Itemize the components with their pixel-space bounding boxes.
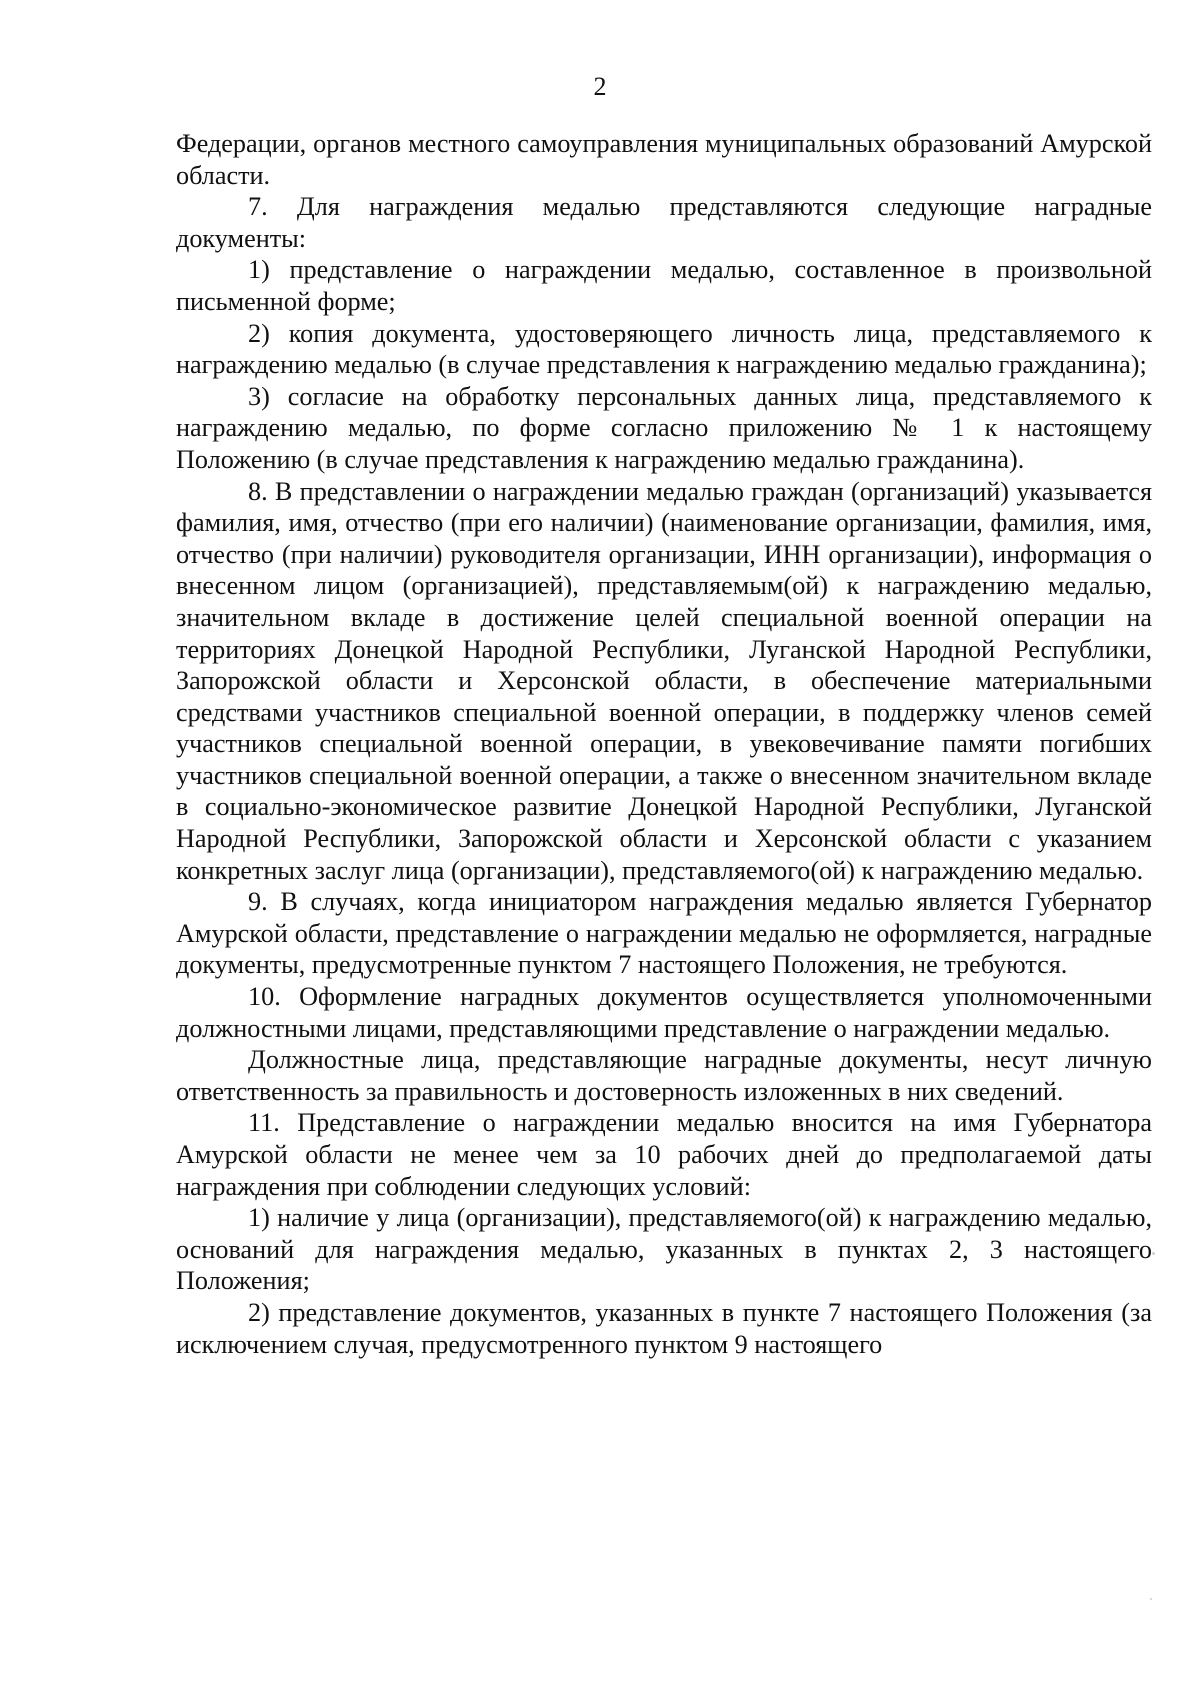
paragraph-item-10: 10. Оформление наградных документов осуществляется уполномоченными должностными лицами, представляющими представление о награждении медалью. xyxy=(176,982,1152,1043)
page-number: 2 xyxy=(593,72,607,101)
document-body xyxy=(176,128,1152,1360)
paragraph-continuation: Федерации, органов местного самоуправления муниципальных образований Амурской области. xyxy=(176,129,1152,190)
paragraph-officials: Должностные лица, представляющие наградные документы, несут личную ответственность за правильность и достоверность изложенных в них сведений. xyxy=(176,1045,1152,1106)
paragraph-item-7-2: 2) копия документа, удостоверяющего личность лица, представляемого к награждению медалью (в случае представления к награждению медалью гражданина); xyxy=(176,318,1152,380)
scan-speck xyxy=(1150,1598,1152,1600)
paragraph-item-11-2: 2) представление документов, указанных в пункте 7 настоящего Положения (за исключением случая, предусмотренного пунктом 9 настоящего xyxy=(176,1297,1152,1359)
paragraph-item-7-1: 1) представление о награждении медалью, составленное в произвольной письменной форме; xyxy=(176,255,1152,316)
paragraph-item-7: 7. Для награждения медалью представляются следующие наградные документы: xyxy=(176,192,1152,253)
paragraph-item-9: 9. В случаях, когда инициатором награждения медалью является Губернатор Амурской области, представление о награждении медалью не оформляется, наградные документы, предусмотренные пунктом 7 настоящего Положения, не требуются. xyxy=(176,887,1152,980)
paragraph-item-8: 8. В представлении о награждении медалью граждан (организаций) указывается фамилия, имя, отчество (при его наличии) (наименование организации, фамилия, имя, отчество (при наличии) руководителя организации, ИНН организации), информация о внесенном лицом (организацией), представляемым(ой) к награждению медалью, значительном вкладе в достижение целей специальной военной операции на территориях Донецкой Народной Республики, Луганской Народной Республики, Запорожской области и Херсонской области, в обеспечение материальными средствами участников специальной военной операции, в поддержку членов семей участников специальной военной операции, в увековечивание памяти погибших участников специальной военной операции, а также о внесенном значительном вкладе в социально-экономическое развитие Донецкой Народной Республики, Луганской Народной Республики, Запорожской области и Херсонской области с указанием конкретных заслуг лица (организации), представляемого(ой) к награждению медалью. xyxy=(176,476,1152,885)
paragraph-item-11: 11. Представление о награждении медалью вносится на имя Губернатора Амурской области не менее чем за 10 рабочих дней до предполагаемой даты награждения при соблюдении следующих условий: xyxy=(176,1108,1152,1201)
paragraph-item-7-3: 3) согласие на обработку персональных данных лица, представляемого к награждению медалью, по форме согласно приложению № 1 к настоящему Положению (в случае представления к награждению медалью гражданина). xyxy=(176,381,1152,474)
paragraph-item-11-1: 1) наличие у лица (организации), представляемого(ой) к награждению медалью, оснований для награждения медалью, указанных в пунктах 2, 3 настоящего Положения; xyxy=(176,1203,1152,1296)
scan-speck xyxy=(1152,1252,1155,1255)
